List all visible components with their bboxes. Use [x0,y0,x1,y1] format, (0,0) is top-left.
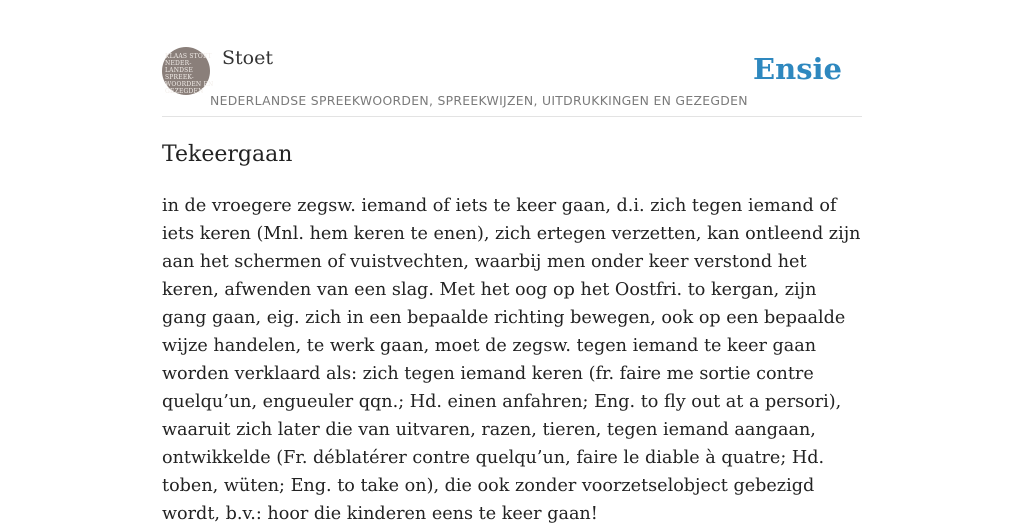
header [162,46,862,117]
avatar[interactable] [162,47,214,95]
entry-definition: in de vroegere zegsw. iemand of iets te keer gaan, d.i. zich tegen iemand of iets keren (Mnl. hem keren te enen), zich ertegen verzetten, kan ontleend zijn aan het schermen of vuistvechten, waarbij men onder keer verstond het keren, afwenden van een slag. Met het oog op het Oostfri. to kergan, zijn gang gaan, eig. zich in een bepaalde richting bewegen, ook op een bepaalde wijze handelen, te werk gaan, moet de zegsw. tegen iemand te keer gaan worden verklaard als: zich tegen iemand keren (fr. faire me sortie contre quelqu’un, engueuler qqn.; Hd. einen anfahren; Eng. to fly out at a persori), waaruit zich later die van uitvaren, razen, tieren, tegen iemand aangaan, ontwikkelde (Fr. déblatérer contre quelqu’un, faire le diable à quatre; Hd. toben, wüten; Eng. to take on), die ook zonder voorzetselobject gebezigd wordt, b.v.: hoor die kinderen eens te keer gaan! [162,196,861,524]
source-subtitle: NEDERLANDSE SPREEKWOORDEN, SPREEKWIJZEN, UITDRUKKINGEN EN GEZEGDEN [210,93,748,108]
author-name[interactable]: Stoet [222,47,273,69]
entry-card [162,0,862,524]
avatar-book-cover-text: KLAAS STOET NEDER- LANDSE SPREEK- WOORDEN EN GEZEGDEN [165,53,214,95]
ensie-logo[interactable]: Ensie [753,52,842,86]
entry-title: Tekeergaan [162,142,293,167]
